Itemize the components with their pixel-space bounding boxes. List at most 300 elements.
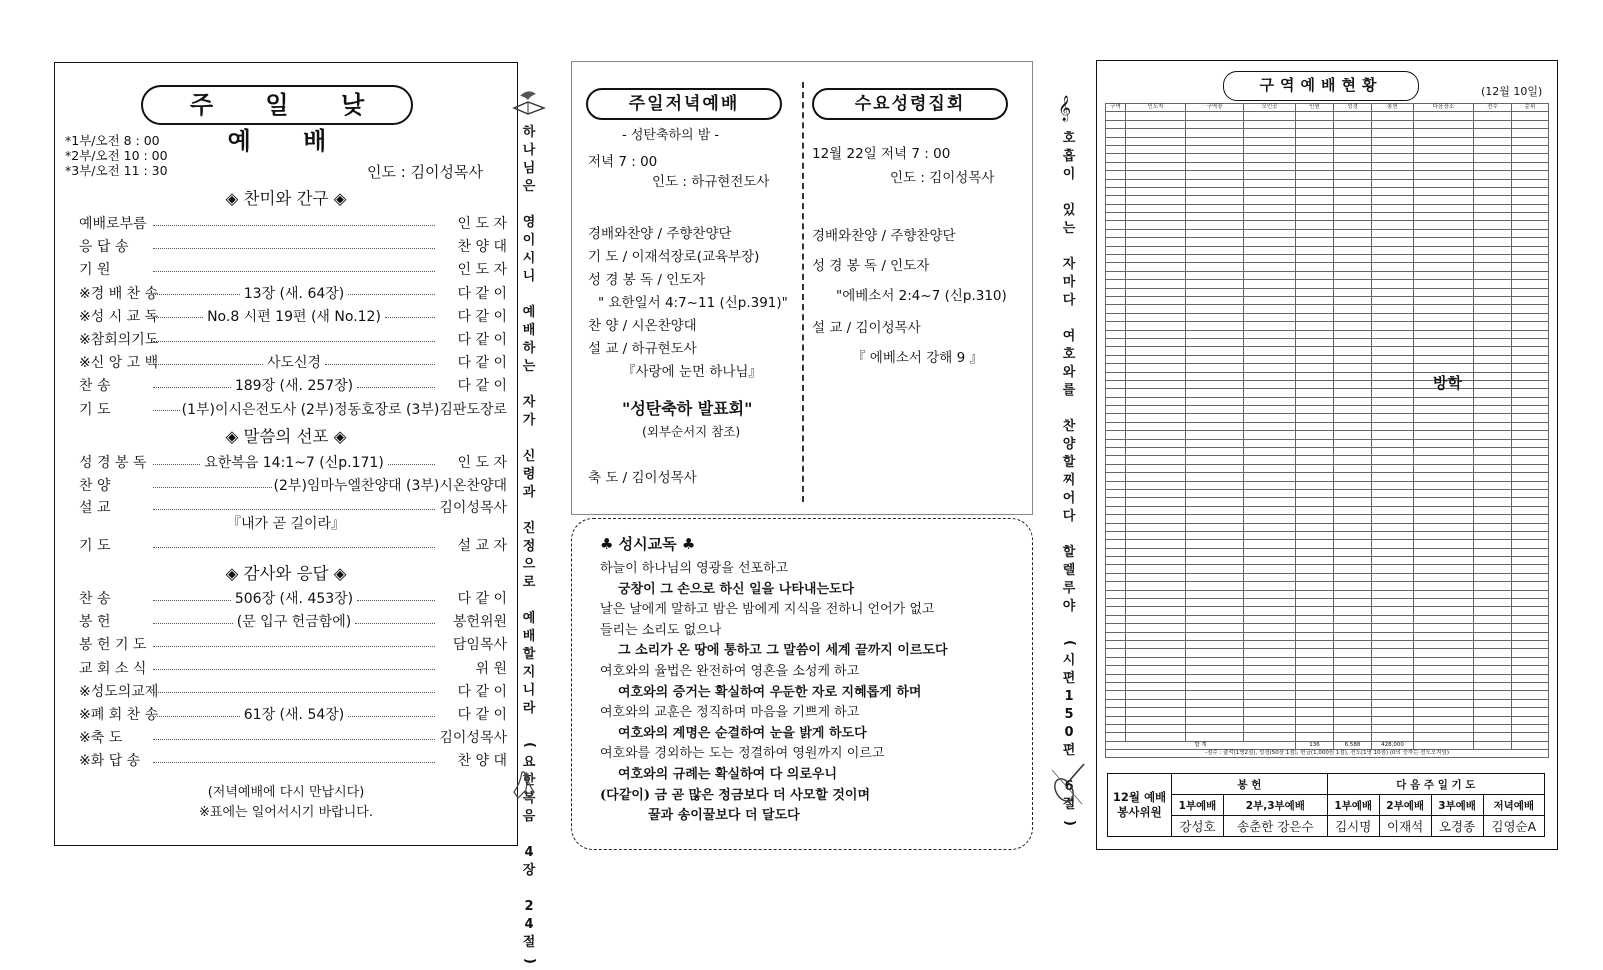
- table-cell: [1372, 582, 1414, 590]
- table-cell: [1372, 708, 1414, 716]
- table-cell: [1334, 305, 1372, 313]
- leader-dots: [153, 487, 272, 488]
- leader-dots: [153, 225, 435, 226]
- table-cell: [1186, 431, 1244, 439]
- table-cell: [1474, 347, 1512, 355]
- table-cell: [1414, 531, 1474, 539]
- table-cell: [1244, 221, 1296, 229]
- order-row: [79, 475, 507, 495]
- table-cell: [1296, 632, 1334, 640]
- table-cell: [1186, 406, 1244, 414]
- table-cell: [1474, 171, 1512, 179]
- table-cell: [1512, 271, 1549, 279]
- order-row: [79, 329, 507, 349]
- table-cell: [1244, 112, 1296, 120]
- district-row: [1106, 498, 1549, 506]
- table-cell: [1414, 464, 1474, 472]
- table-header: 순위: [1512, 104, 1549, 112]
- table-cell: [1372, 296, 1414, 304]
- table-cell: [1296, 280, 1334, 288]
- leader-dots: [153, 248, 435, 249]
- table-cell: [1296, 355, 1334, 363]
- order-row: [79, 727, 507, 747]
- table-cell: [1186, 498, 1244, 506]
- table-cell: [1372, 565, 1414, 573]
- table-cell: [1126, 145, 1186, 153]
- table-cell: [1334, 682, 1372, 690]
- table-cell: [1334, 171, 1372, 179]
- table-header: 인도자: [1126, 104, 1186, 112]
- table-cell: [1186, 641, 1244, 649]
- table-cell: [1414, 238, 1474, 246]
- table-cell: [1512, 171, 1549, 179]
- table-cell: [1126, 724, 1186, 732]
- table-cell: [1474, 313, 1512, 321]
- vertical-verse-2: 호 흡 이 있 는 자 마 다 여 호 와 를 찬 양 할 찌 어 다 할 렐 루 야 ( 시 편 1 5 0 편 6 절 ): [1062, 131, 1077, 826]
- table-cell: [1244, 632, 1296, 640]
- service-col: 저녁예배: [1483, 795, 1544, 816]
- order-row: [79, 634, 507, 654]
- evening-wednesday-panel: [571, 61, 1033, 515]
- table-cell: [1372, 548, 1414, 556]
- table-cell: [1296, 615, 1334, 623]
- table-cell: [1474, 624, 1512, 632]
- order-person: 다 같 이: [457, 683, 507, 700]
- table-cell: [1106, 573, 1126, 581]
- table-cell: [1244, 506, 1296, 514]
- table-cell: [1414, 280, 1474, 288]
- table-header: 구역장: [1186, 104, 1244, 112]
- table-cell: [1106, 666, 1126, 674]
- order-label: ※축 도: [79, 730, 123, 747]
- table-cell: [1414, 196, 1474, 204]
- table-cell: [1244, 204, 1296, 212]
- district-row: [1106, 657, 1549, 665]
- table-cell: [1334, 624, 1372, 632]
- district-row: [1106, 372, 1549, 380]
- table-cell: [1106, 489, 1126, 497]
- table-cell: [1106, 296, 1126, 304]
- table-cell: [1512, 599, 1549, 607]
- table-cell: [1414, 129, 1474, 137]
- table-cell: [1186, 657, 1244, 665]
- table-cell: [1474, 481, 1512, 489]
- district-row: [1106, 481, 1549, 489]
- district-row: [1106, 313, 1549, 321]
- table-cell: [1244, 666, 1296, 674]
- table-cell: [1296, 724, 1334, 732]
- table-cell: [1512, 657, 1549, 665]
- table-cell: [1244, 355, 1296, 363]
- reading-title: ♣ 성시교독 ♣: [600, 535, 696, 553]
- district-row: [1106, 187, 1549, 195]
- table-cell: [1414, 716, 1474, 724]
- table-cell: [1334, 666, 1372, 674]
- district-row: [1106, 716, 1549, 724]
- table-cell: [1296, 590, 1334, 598]
- table-header: 모인곳: [1244, 104, 1296, 112]
- order-label: 예배로부름: [79, 216, 147, 232]
- table-cell: [1512, 263, 1549, 271]
- table-header: 봉헌: [1372, 104, 1414, 112]
- table-cell: [1106, 213, 1126, 221]
- table-cell: [1126, 204, 1186, 212]
- table-cell: [1474, 162, 1512, 170]
- table-cell: [1334, 557, 1372, 565]
- vacation-label: 방학: [1433, 374, 1462, 392]
- table-cell: [1512, 641, 1549, 649]
- table-cell: [1126, 464, 1186, 472]
- wednesday-title: 수요성령집회: [812, 88, 1008, 120]
- table-cell: [1334, 213, 1372, 221]
- table-cell: [1186, 187, 1244, 195]
- table-cell: [1126, 406, 1186, 414]
- table-cell: [1372, 271, 1414, 279]
- order-label: 설 교: [79, 500, 111, 516]
- table-cell: [1126, 599, 1186, 607]
- district-row: [1106, 590, 1549, 598]
- table-cell: [1186, 724, 1244, 732]
- table-cell: [1296, 607, 1334, 615]
- table-cell: [1126, 179, 1186, 187]
- table-cell: [1334, 540, 1372, 548]
- district-row: [1106, 515, 1549, 523]
- order-person: 다 같 이: [457, 308, 507, 325]
- table-cell: [1334, 330, 1372, 338]
- table-cell: [1126, 137, 1186, 145]
- table-cell: [1186, 481, 1244, 489]
- table-cell: [1244, 624, 1296, 632]
- table-cell: [1512, 120, 1549, 128]
- table-cell: [1372, 632, 1414, 640]
- table-cell: [1414, 414, 1474, 422]
- wednesday-line-4: 설 교 / 김이성목사: [812, 320, 921, 336]
- table-cell: [1106, 179, 1126, 187]
- table-cell: [1296, 397, 1334, 405]
- praying-hands-icon: [508, 768, 540, 802]
- table-cell: [1106, 112, 1126, 120]
- table-cell: [1296, 338, 1334, 346]
- wednesday-line-1: 경배와찬양 / 주향찬양단: [812, 228, 956, 244]
- table-cell: [1474, 255, 1512, 263]
- table-cell: [1244, 716, 1296, 724]
- table-cell: [1512, 330, 1549, 338]
- table-cell: [1512, 364, 1549, 372]
- table-cell: [1512, 590, 1549, 598]
- table-cell: [1474, 548, 1512, 556]
- table-cell: [1244, 456, 1296, 464]
- table-cell: [1186, 196, 1244, 204]
- district-row: [1106, 531, 1549, 539]
- district-row: [1106, 674, 1549, 682]
- table-cell: [1372, 489, 1414, 497]
- table-cell: [1334, 632, 1372, 640]
- table-cell: [1126, 364, 1186, 372]
- table-cell: [1512, 422, 1549, 430]
- table-cell: [1334, 641, 1372, 649]
- table-cell: [1106, 229, 1126, 237]
- table-cell: [1512, 733, 1549, 741]
- order-detail: 사도신경: [266, 355, 322, 372]
- table-cell: [1244, 322, 1296, 330]
- table-cell: [1372, 674, 1414, 682]
- table-cell: [1512, 305, 1549, 313]
- table-cell: [1414, 548, 1474, 556]
- table-cell: [1126, 565, 1186, 573]
- section-praise-heading: ◈ 찬미와 간구 ◈: [225, 189, 347, 208]
- table-cell: [1126, 708, 1186, 716]
- table-cell: [1334, 515, 1372, 523]
- table-cell: [1126, 120, 1186, 128]
- table-cell: [1474, 263, 1512, 271]
- table-cell: [1334, 448, 1372, 456]
- table-cell: [1296, 523, 1334, 531]
- table-cell: [1106, 145, 1126, 153]
- order-label: ※성 시 교 독: [79, 308, 159, 325]
- district-row: [1106, 364, 1549, 372]
- table-cell: [1186, 154, 1244, 162]
- table-cell: [1186, 632, 1244, 640]
- table-cell: [1334, 221, 1372, 229]
- order-person: 봉헌위원: [452, 614, 507, 631]
- table-cell: [1372, 506, 1414, 514]
- table-cell: [1296, 137, 1334, 145]
- table-cell: [1244, 129, 1296, 137]
- section-word-heading: ◈ 말씀의 선포 ◈: [225, 427, 347, 446]
- table-cell: [1414, 691, 1474, 699]
- table-cell: [1474, 338, 1512, 346]
- table-cell: [1106, 120, 1126, 128]
- order-row: [79, 750, 507, 770]
- leader-dots: [153, 364, 263, 365]
- table-cell: [1372, 120, 1414, 128]
- table-cell: [1106, 347, 1126, 355]
- table-cell: [1372, 171, 1414, 179]
- bible-dove-icon: [510, 86, 548, 116]
- table-cell: [1414, 154, 1474, 162]
- leader-dots: [153, 341, 435, 342]
- server-name: 송춘한 강은수: [1223, 816, 1327, 837]
- table-cell: [1296, 221, 1334, 229]
- reading-line: 여호와의 규례는 확실하여 다 의로우니: [618, 767, 838, 782]
- table-cell: [1126, 716, 1186, 724]
- table-cell: [1414, 271, 1474, 279]
- table-cell: [1186, 322, 1244, 330]
- table-cell: [1296, 364, 1334, 372]
- table-cell: [1372, 573, 1414, 581]
- table-cell: [1474, 733, 1512, 741]
- district-row: [1106, 137, 1549, 145]
- table-cell: [1244, 246, 1296, 254]
- table-cell: [1244, 498, 1296, 506]
- table-cell: [1474, 355, 1512, 363]
- table-cell: [1126, 196, 1186, 204]
- table-cell: [1126, 355, 1186, 363]
- table-cell: [1414, 641, 1474, 649]
- table-cell: [1474, 280, 1512, 288]
- table-cell: [1474, 666, 1512, 674]
- table-cell: [1372, 238, 1414, 246]
- table-cell: [1244, 296, 1296, 304]
- table-cell: [1126, 313, 1186, 321]
- table-cell: [1296, 531, 1334, 539]
- morning-title: 주 일 낮 예 배: [141, 85, 413, 125]
- table-cell: [1372, 531, 1414, 539]
- table-cell: [1372, 364, 1414, 372]
- table-cell: [1126, 380, 1186, 388]
- leader-dots: [153, 464, 200, 465]
- table-cell: [1296, 624, 1334, 632]
- table-cell: [1106, 691, 1126, 699]
- table-cell: [1334, 464, 1372, 472]
- table-cell: [1126, 515, 1186, 523]
- table-cell: [1474, 531, 1512, 539]
- leader-dots: [153, 410, 180, 411]
- table-cell: [1244, 674, 1296, 682]
- table-cell: [1244, 238, 1296, 246]
- table-cell: [1334, 145, 1372, 153]
- table-cell: [1334, 162, 1372, 170]
- table-cell: [1106, 657, 1126, 665]
- order-detail: 요한복음 14:1~7 (신p.171): [204, 455, 384, 471]
- table-cell: [1296, 204, 1334, 212]
- leader-dots: [325, 364, 435, 365]
- table-cell: [1414, 355, 1474, 363]
- table-cell: [1244, 397, 1296, 405]
- leader-dots: [385, 317, 435, 318]
- table-cell: [1474, 515, 1512, 523]
- table-cell: [1372, 691, 1414, 699]
- order-person: 다 같 이: [457, 355, 508, 372]
- table-cell: [1512, 473, 1549, 481]
- table-cell: [1244, 565, 1296, 573]
- table-cell: [1334, 263, 1372, 271]
- table-cell: [1106, 641, 1126, 649]
- table-cell: [1186, 691, 1244, 699]
- table-cell: [1186, 145, 1244, 153]
- district-row: [1106, 296, 1549, 304]
- table-cell: [1512, 397, 1549, 405]
- district-row: [1106, 397, 1549, 405]
- table-cell: [1186, 422, 1244, 430]
- order-row: [79, 236, 507, 256]
- table-cell: [1474, 196, 1512, 204]
- order-person: 인 도 자: [457, 455, 507, 471]
- table-cell: [1126, 431, 1186, 439]
- district-row: [1106, 322, 1549, 330]
- leader-dots: [153, 509, 435, 510]
- evening-line-4: " 요한일서 4:7~11 (신p.391)": [598, 295, 788, 311]
- totals-row: [1106, 741, 1549, 749]
- evening-title: 주일저녁예배: [586, 88, 782, 120]
- table-cell: [1106, 473, 1126, 481]
- table-cell: [1106, 280, 1126, 288]
- table-cell: [1244, 615, 1296, 623]
- evening-line-5: 찬 양 / 시온찬양대: [588, 318, 697, 334]
- table-cell: [1334, 599, 1372, 607]
- table-cell: [1414, 506, 1474, 514]
- table-cell: [1296, 565, 1334, 573]
- table-cell: [1106, 607, 1126, 615]
- table-cell: [1186, 364, 1244, 372]
- table-cell: [1474, 489, 1512, 497]
- district-row: [1106, 414, 1549, 422]
- leader-dots: [153, 623, 233, 624]
- table-cell: [1474, 573, 1512, 581]
- table-cell: [1334, 590, 1372, 598]
- table-cell: [1474, 288, 1512, 296]
- table-cell: [1414, 263, 1474, 271]
- district-row: [1106, 238, 1549, 246]
- table-cell: [1512, 380, 1549, 388]
- table-cell: [1106, 557, 1126, 565]
- table-cell: [1512, 338, 1549, 346]
- table-cell: [1372, 481, 1414, 489]
- table-cell: [1296, 162, 1334, 170]
- table-cell: [1414, 632, 1474, 640]
- table-cell: [1186, 439, 1244, 447]
- table-cell: [1372, 540, 1414, 548]
- event-note: (외부순서지 참조): [642, 424, 741, 439]
- order-label: 성 경 봉 독: [79, 455, 147, 471]
- leader-dots: [153, 547, 435, 548]
- table-cell: [1474, 682, 1512, 690]
- order-label: ※참회의기도: [79, 332, 159, 348]
- table-cell: [1372, 590, 1414, 598]
- table-cell: [1186, 305, 1244, 313]
- table-cell: [1296, 322, 1334, 330]
- table-cell: [1186, 313, 1244, 321]
- table-cell: [1474, 691, 1512, 699]
- table-cell: [1512, 414, 1549, 422]
- order-label: 기 도: [79, 401, 111, 418]
- table-cell: [1244, 389, 1296, 397]
- table-cell: [1474, 296, 1512, 304]
- table-cell: [1126, 162, 1186, 170]
- table-cell: [1126, 657, 1186, 665]
- table-cell: [1474, 590, 1512, 598]
- table-cell: [1474, 414, 1512, 422]
- table-cell: [1186, 221, 1244, 229]
- order-label: 봉 헌 기 도: [79, 637, 147, 654]
- table-cell: [1296, 481, 1334, 489]
- table-cell: [1474, 380, 1512, 388]
- district-row: [1106, 246, 1549, 254]
- table-cell: [1126, 523, 1186, 531]
- table-cell: [1296, 372, 1334, 380]
- table-cell: [1186, 548, 1244, 556]
- table-cell: [1474, 599, 1512, 607]
- table-cell: [1372, 145, 1414, 153]
- order-person: 다 같 이: [457, 378, 508, 395]
- table-cell: [1296, 641, 1334, 649]
- table-cell: [1334, 389, 1372, 397]
- table-cell: [1186, 599, 1244, 607]
- table-cell: [1334, 296, 1372, 304]
- table-cell: [1106, 187, 1126, 195]
- district-row: [1106, 330, 1549, 338]
- table-cell: [1474, 154, 1512, 162]
- table-cell: [1106, 263, 1126, 271]
- table-cell: [1334, 439, 1372, 447]
- table-cell: [1474, 523, 1512, 531]
- table-cell: [1372, 397, 1414, 405]
- table-cell: [1186, 489, 1244, 497]
- table-cell: [1186, 699, 1244, 707]
- table-cell: [1334, 238, 1372, 246]
- table-cell: [1512, 674, 1549, 682]
- column-divider: [802, 82, 804, 502]
